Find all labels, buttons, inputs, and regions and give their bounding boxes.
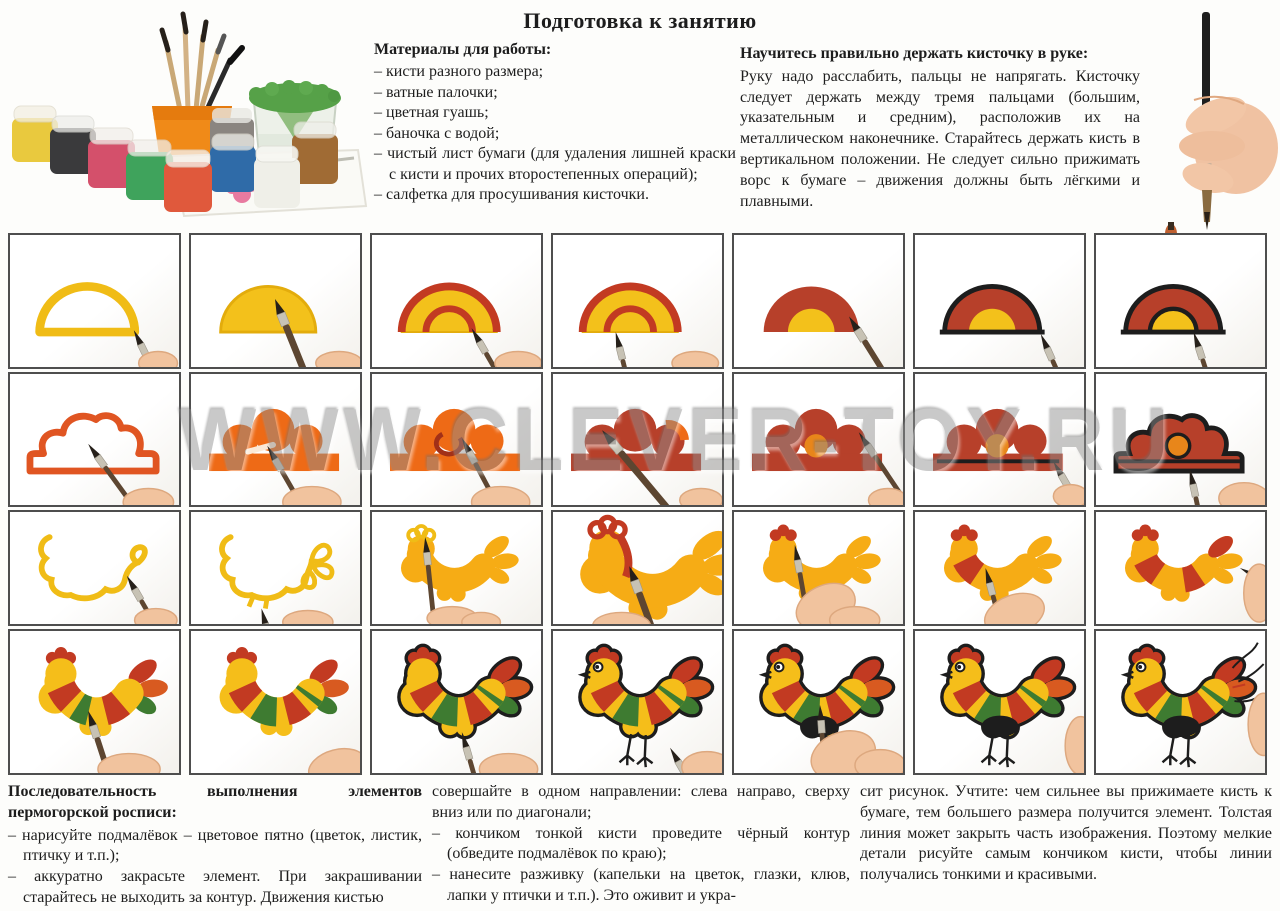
hand — [680, 489, 722, 505]
list-item: – чистый лист бумаги (для удаления лишней краски с кисти и прочих второстепенных операций); — [374, 145, 736, 183]
step-photo-rooster-finishing-3-black-contour — [370, 629, 543, 775]
paintbrush-icon — [846, 314, 903, 367]
step-photo-bird-podmalyovok-7-red-body-stripes — [1094, 510, 1267, 626]
step-photo-element-semicircle-2-fill-yellow — [189, 233, 362, 369]
sequence-col-3 — [860, 782, 1272, 909]
list-item: – нарисуйте подмалёвок – цветовое пятно (цветок, листик, птичку и т.п.); — [8, 826, 422, 865]
sequence-col3-text: сит рисунок. Учтите: чем сильнее вы прижимаете кисть к бумаге, тем большего размера получится элемент. Толстая линия может закрыть часть изображения. Поэтому мелкие детали рисуйте самым кончиком кисти, чтобы линии получались тонкими и красивыми. — [860, 783, 1272, 884]
hand — [123, 489, 173, 505]
paints-and-brushes-photo — [4, 6, 370, 228]
step-photo-element-semicircle-3-red-arc-outline — [370, 233, 543, 369]
hand — [682, 752, 722, 773]
step-photo-rooster-finishing-4-black-legs — [551, 629, 724, 775]
list-item: – нанесите разживку (капельки на цветок, глазки, клюв, лапки у птички и т.п.). Это оживит и укра- — [432, 866, 850, 904]
hand — [1065, 717, 1084, 773]
brush-hold-heading: Научитесь правильно держать кисточку в руке: — [740, 45, 1089, 62]
step-photo-bird-podmalyovok-5-comb-filled-red — [732, 510, 905, 626]
paintbrush-icon — [1190, 331, 1235, 367]
list-item: – баночка с водой; — [374, 124, 500, 142]
step-photo-element-flower-cloud-2-fill-orange-start — [189, 372, 362, 507]
step-photo-element-semicircle-5-fill-red-ring — [732, 233, 905, 369]
hand-photo-illustration — [1140, 0, 1280, 244]
materials-heading: Материалы для работы: — [374, 41, 552, 58]
sequence-col-2 — [432, 782, 850, 909]
hand-holding-brush-photo — [1140, 0, 1280, 244]
step-photo-bird-podmalyovok-3-fill-yellow-comb-outline — [370, 510, 543, 626]
brush-hold-section — [740, 44, 1140, 212]
watermark: WWW.CLEVER-TOY.RU — [178, 391, 1174, 490]
sequence-instructions — [8, 782, 1272, 909]
paintbrush-icon — [612, 331, 648, 367]
step-photo-element-semicircle-7-black-inner-contour — [1094, 233, 1267, 369]
step-photo-bird-podmalyovok-4-comb-closeup-red-outline — [551, 510, 724, 626]
painting-steps-grid — [8, 233, 1267, 775]
hand — [98, 754, 160, 773]
hand — [472, 487, 530, 505]
hand — [672, 351, 719, 367]
step-photo-element-flower-cloud-5-orange-center — [732, 372, 905, 507]
step-photo-element-flower-cloud-4-overpaint-dark-red — [551, 372, 724, 507]
step-photo-rooster-finishing-2-all-stripes-done — [189, 629, 362, 775]
list-item: – ватные палочки; — [374, 83, 498, 101]
page-title: Подготовка к занятию — [523, 8, 757, 33]
hand — [1219, 483, 1265, 505]
hand — [283, 610, 333, 624]
step-photo-rooster-finishing-1-paint-green-stripe — [8, 629, 181, 775]
step-photo-element-flower-cloud-1-outline-orange — [8, 372, 181, 507]
brush-hold-text: Руку надо расслабить, пальцы не напрягать. Кисточку следует держать между тремя пальцами (большим, указательным и средним), расположив их на металлическом наконечнике. Старайтесь держать кисть в вертикальном положении. Не следует сильно прижимать ворс к бумаге – движения должны быть лёгкими и плавными. — [740, 67, 1140, 210]
step-photo-element-semicircle-6-black-outer-contour — [913, 233, 1086, 369]
materials-list — [374, 62, 736, 205]
step-photo-element-semicircle-4-red-arc-outline-2 — [551, 233, 724, 369]
step-photo-element-flower-cloud-7-black-contour — [1094, 372, 1267, 507]
step-photo-bird-podmalyovok-1-outline-body — [8, 510, 181, 626]
paintbrush-icon — [1186, 468, 1218, 505]
step-photo-rooster-finishing-7-tail-razhivka-final — [1094, 629, 1267, 775]
brushes-icon — [162, 14, 242, 116]
materials-section — [374, 40, 736, 206]
list-item: – аккуратно закрасьте элемент. При закрашивании старайтесь не выходить за контур. Движения кистью — [8, 868, 422, 906]
list-item: – цветная гуашь; — [374, 104, 489, 122]
step-photo-rooster-finishing-6-legs-with-claws — [913, 629, 1086, 775]
sequence-col1-list — [8, 826, 422, 909]
hand — [1248, 693, 1265, 755]
hand — [316, 351, 360, 367]
paints-photo-illustration — [4, 6, 370, 228]
step-photo-bird-podmalyovok-6-red-chest-band — [913, 510, 1086, 626]
step-photo-rooster-finishing-5-eye-beak-details — [732, 629, 905, 775]
list-item: – кончиком тонкой кисти проведите чёрный контур (обведите подмалёвок по краю); — [432, 824, 850, 863]
step-photo-element-flower-cloud-3-fill-orange — [370, 372, 543, 507]
sequence-col-1 — [8, 782, 422, 909]
step-photo-element-flower-cloud-6-black-base-line — [913, 372, 1086, 507]
hand — [1053, 485, 1084, 505]
list-item: – салфетка для просушивания кисточки. — [374, 186, 649, 204]
sequence-col2-lead: совершайте в одном направлении: слева направо, сверху вниз или по диагонали; — [432, 783, 850, 821]
step-photo-bird-podmalyovok-2-outline-tail-petals — [189, 510, 362, 626]
step-photo-element-semicircle-1-outline-yellow — [8, 233, 181, 369]
hand — [495, 351, 541, 367]
sequence-heading: Последовательность выполнения элементов пермогорской росписи: — [8, 783, 422, 821]
sequence-col2-list — [432, 824, 850, 907]
hand — [305, 743, 360, 773]
hand — [479, 754, 537, 773]
hand — [868, 489, 903, 505]
paintbrush-icon — [1038, 333, 1084, 367]
hand — [135, 609, 177, 624]
list-item: – кисти разного размера; — [374, 63, 544, 81]
